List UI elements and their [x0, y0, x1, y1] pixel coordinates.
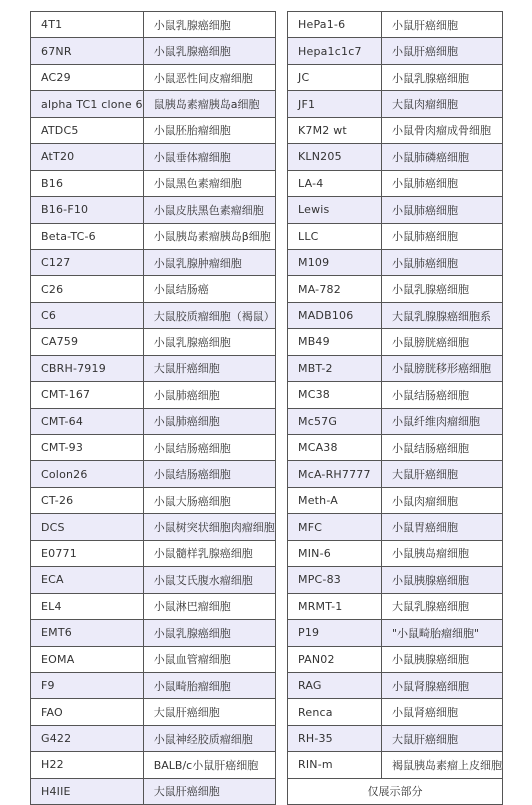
table-row [288, 12, 503, 38]
cell-line-description: 小鼠胰腺癌细胞 [382, 567, 503, 593]
table-row [288, 620, 503, 646]
cell-line-name: CMT-64 [31, 408, 144, 434]
table-row [31, 355, 276, 381]
cell-line-name: H4IIE [31, 778, 144, 804]
table-row [288, 91, 503, 117]
table-row [31, 514, 276, 540]
cell-line-name: alpha TC1 clone 6 [31, 91, 144, 117]
table-row [288, 329, 503, 355]
cell-line-name: RH-35 [288, 725, 382, 751]
table-row [288, 646, 503, 672]
table-row [288, 223, 503, 249]
cell-line-name: H22 [31, 752, 144, 778]
cell-line-description: 小鼠乳腺肿瘤细胞 [143, 249, 275, 275]
table-row [288, 540, 503, 566]
cell-line-name: DCS [31, 514, 144, 540]
cell-line-name: CBRH-7919 [31, 355, 144, 381]
table-row [288, 699, 503, 725]
cell-line-description: BALB/c小鼠肝癌细胞 [143, 752, 275, 778]
cell-line-description: 小鼠结肠癌细胞 [382, 382, 503, 408]
cell-line-description: 小鼠膀胱癌细胞 [382, 329, 503, 355]
cell-line-name: Mc57G [288, 408, 382, 434]
cell-line-name: MBT-2 [288, 355, 382, 381]
table-row [288, 197, 503, 223]
cell-line-description: 小鼠结肠癌 [143, 276, 275, 302]
cell-line-name: EMT6 [31, 620, 144, 646]
cell-line-name: Beta-TC-6 [31, 223, 144, 249]
cell-line-name: RAG [288, 672, 382, 698]
cell-line-description: 小鼠肺癌细胞 [382, 197, 503, 223]
cell-line-description: 小鼠膀胱移形癌细胞 [382, 355, 503, 381]
cell-line-name: ATDC5 [31, 117, 144, 143]
cell-line-description: 小鼠畸胎瘤细胞 [143, 672, 275, 698]
table-row [31, 725, 276, 751]
cell-line-description: 大鼠肝癌细胞 [143, 778, 275, 804]
cell-line-description: 小鼠乳腺癌细胞 [143, 620, 275, 646]
cell-line-name: MCA38 [288, 435, 382, 461]
table-row [31, 699, 276, 725]
table-row [288, 302, 503, 328]
cell-line-description: 小鼠胰腺癌细胞 [382, 646, 503, 672]
table-row [31, 593, 276, 619]
left-table-body [31, 12, 276, 805]
table-row [31, 144, 276, 170]
cell-line-name: EL4 [31, 593, 144, 619]
cell-line-name: K7M2 wt [288, 117, 382, 143]
cell-line-name: Colon26 [31, 461, 144, 487]
cell-line-name: 67NR [31, 38, 144, 64]
table-row [31, 382, 276, 408]
table-row [288, 487, 503, 513]
table-row [31, 64, 276, 90]
table-row [31, 197, 276, 223]
cell-line-description: 小鼠黑色素瘤细胞 [143, 170, 275, 196]
table-row [288, 276, 503, 302]
left-cell-line-table [30, 11, 276, 805]
cell-line-name: ECA [31, 567, 144, 593]
cell-line-name: Hepa1c1c7 [288, 38, 382, 64]
right-cell-line-table [287, 11, 503, 805]
cell-line-description: 大鼠肝癌细胞 [382, 725, 503, 751]
cell-line-description: 小鼠树突状细胞肉瘤细胞 [143, 514, 275, 540]
cell-line-description: 小鼠肝癌细胞 [382, 38, 503, 64]
cell-line-description: 小鼠大肠癌细胞 [143, 487, 275, 513]
cell-line-name: 4T1 [31, 12, 144, 38]
table-row [288, 514, 503, 540]
cell-line-description: 大鼠乳腺癌细胞 [382, 593, 503, 619]
cell-line-description: 小鼠肾癌细胞 [382, 699, 503, 725]
cell-line-description: 小鼠骨肉瘤成骨细胞 [382, 117, 503, 143]
table-row [31, 38, 276, 64]
cell-line-name: EOMA [31, 646, 144, 672]
cell-line-description: 小鼠血管瘤细胞 [143, 646, 275, 672]
table-row [288, 461, 503, 487]
cell-line-description: 小鼠垂体瘤细胞 [143, 144, 275, 170]
table-row [31, 329, 276, 355]
cell-line-description: 小鼠乳腺癌细胞 [143, 329, 275, 355]
cell-line-description: 小鼠髓样乳腺癌细胞 [143, 540, 275, 566]
cell-line-description: 小鼠结肠癌细胞 [143, 435, 275, 461]
cell-line-description: 小鼠淋巴瘤细胞 [143, 593, 275, 619]
table-row [288, 593, 503, 619]
cell-line-name: AtT20 [31, 144, 144, 170]
cell-line-description: 小鼠胰岛瘤细胞 [382, 540, 503, 566]
cell-line-description: 褐鼠胰岛素瘤上皮细胞 [382, 752, 503, 778]
cell-line-name: M109 [288, 249, 382, 275]
cell-line-description: 小鼠恶性间皮瘤细胞 [143, 64, 275, 90]
table-row [31, 435, 276, 461]
cell-line-description: 小鼠皮肤黑色素瘤细胞 [143, 197, 275, 223]
cell-line-name: RIN-m [288, 752, 382, 778]
cell-line-name: P19 [288, 620, 382, 646]
cell-line-description: 小鼠结肠癌细胞 [382, 435, 503, 461]
table-row [288, 170, 503, 196]
table-row [288, 355, 503, 381]
cell-line-description: 小鼠神经胶质瘤细胞 [143, 725, 275, 751]
cell-line-name: B16-F10 [31, 197, 144, 223]
cell-line-name: MB49 [288, 329, 382, 355]
cell-line-description: "小鼠畸胎瘤细胞" [382, 620, 503, 646]
cell-line-description: 小鼠乳腺癌细胞 [382, 64, 503, 90]
cell-line-name: CT-26 [31, 487, 144, 513]
cell-line-name: MC38 [288, 382, 382, 408]
table-row [31, 672, 276, 698]
cell-line-name: JF1 [288, 91, 382, 117]
cell-line-description: 大鼠肝癌细胞 [143, 355, 275, 381]
cell-line-name: MA-782 [288, 276, 382, 302]
cell-line-name: Lewis [288, 197, 382, 223]
cell-line-name: MFC [288, 514, 382, 540]
cell-line-description: 小鼠胰岛素瘤胰岛β细胞 [143, 223, 275, 249]
table-row [31, 620, 276, 646]
cell-line-description: 大鼠胶质瘤细胞（褐鼠） [143, 302, 275, 328]
cell-line-description: 小鼠乳腺癌细胞 [382, 276, 503, 302]
cell-line-name: KLN205 [288, 144, 382, 170]
footer-row [288, 778, 503, 804]
cell-line-description: 小鼠乳腺癌细胞 [143, 12, 275, 38]
cell-line-description: 小鼠乳腺癌细胞 [143, 38, 275, 64]
cell-line-name: PAN02 [288, 646, 382, 672]
table-row [288, 64, 503, 90]
table-row [288, 382, 503, 408]
table-row [31, 408, 276, 434]
table-row [31, 117, 276, 143]
cell-line-description: 小鼠肺癌细胞 [382, 249, 503, 275]
cell-line-name: LLC [288, 223, 382, 249]
cell-line-name: LA-4 [288, 170, 382, 196]
cell-line-name: E0771 [31, 540, 144, 566]
cell-line-description: 小鼠肝癌细胞 [382, 12, 503, 38]
table-row [288, 725, 503, 751]
cell-line-name: MADB106 [288, 302, 382, 328]
table-row [288, 752, 503, 778]
table-row [31, 91, 276, 117]
table-row [31, 646, 276, 672]
cell-line-name: MPC-83 [288, 567, 382, 593]
table-row [288, 672, 503, 698]
cell-line-name: F9 [31, 672, 144, 698]
cell-line-description: 大鼠肝癌细胞 [143, 699, 275, 725]
cell-line-name: CA759 [31, 329, 144, 355]
cell-line-name: CMT-93 [31, 435, 144, 461]
cell-line-description: 小鼠纤维肉瘤细胞 [382, 408, 503, 434]
cell-line-name: B16 [31, 170, 144, 196]
cell-line-name: CMT-167 [31, 382, 144, 408]
cell-line-description: 大鼠肉瘤细胞 [382, 91, 503, 117]
table-row [31, 778, 276, 804]
table-row [31, 170, 276, 196]
table-row [31, 276, 276, 302]
table-row [288, 117, 503, 143]
table-row [31, 567, 276, 593]
cell-line-description: 小鼠肉瘤细胞 [382, 487, 503, 513]
cell-line-description: 小鼠艾氏腹水瘤细胞 [143, 567, 275, 593]
cell-line-name: C26 [31, 276, 144, 302]
table-row [31, 12, 276, 38]
table-row [288, 38, 503, 64]
cell-line-name: MIN-6 [288, 540, 382, 566]
cell-line-description: 小鼠胚胎瘤细胞 [143, 117, 275, 143]
table-row [31, 249, 276, 275]
cell-line-description: 小鼠肺磷癌细胞 [382, 144, 503, 170]
cell-line-description: 小鼠胃癌细胞 [382, 514, 503, 540]
cell-line-name: Meth-A [288, 487, 382, 513]
table-row [31, 223, 276, 249]
cell-line-name: FAO [31, 699, 144, 725]
cell-line-description: 小鼠肺癌细胞 [143, 408, 275, 434]
cell-line-description: 大鼠乳腺腺癌细胞系 [382, 302, 503, 328]
table-row [31, 302, 276, 328]
table-row [31, 540, 276, 566]
table-row [31, 461, 276, 487]
table-row [288, 249, 503, 275]
table-row [31, 487, 276, 513]
cell-line-description: 小鼠肺癌细胞 [382, 170, 503, 196]
cell-line-description: 小鼠肺癌细胞 [143, 382, 275, 408]
table-row [288, 144, 503, 170]
cell-line-name: Renca [288, 699, 382, 725]
table-row [288, 567, 503, 593]
right-table-body [288, 12, 503, 779]
footer-note: 仅展示部分 [288, 778, 503, 804]
cell-line-name: AC29 [31, 64, 144, 90]
cell-line-name: C6 [31, 302, 144, 328]
cell-line-name: McA-RH7777 [288, 461, 382, 487]
cell-line-description: 小鼠结肠癌细胞 [143, 461, 275, 487]
cell-line-name: JC [288, 64, 382, 90]
cell-line-name: G422 [31, 725, 144, 751]
cell-line-name: HePa1-6 [288, 12, 382, 38]
cell-line-description: 小鼠肾腺癌细胞 [382, 672, 503, 698]
cell-line-description: 鼠胰岛素瘤胰岛a细胞 [143, 91, 275, 117]
cell-line-description: 大鼠肝癌细胞 [382, 461, 503, 487]
cell-line-description: 小鼠肺癌细胞 [382, 223, 503, 249]
cell-line-name: MRMT-1 [288, 593, 382, 619]
table-row [288, 435, 503, 461]
cell-line-name: C127 [31, 249, 144, 275]
table-row [288, 408, 503, 434]
table-row [31, 752, 276, 778]
